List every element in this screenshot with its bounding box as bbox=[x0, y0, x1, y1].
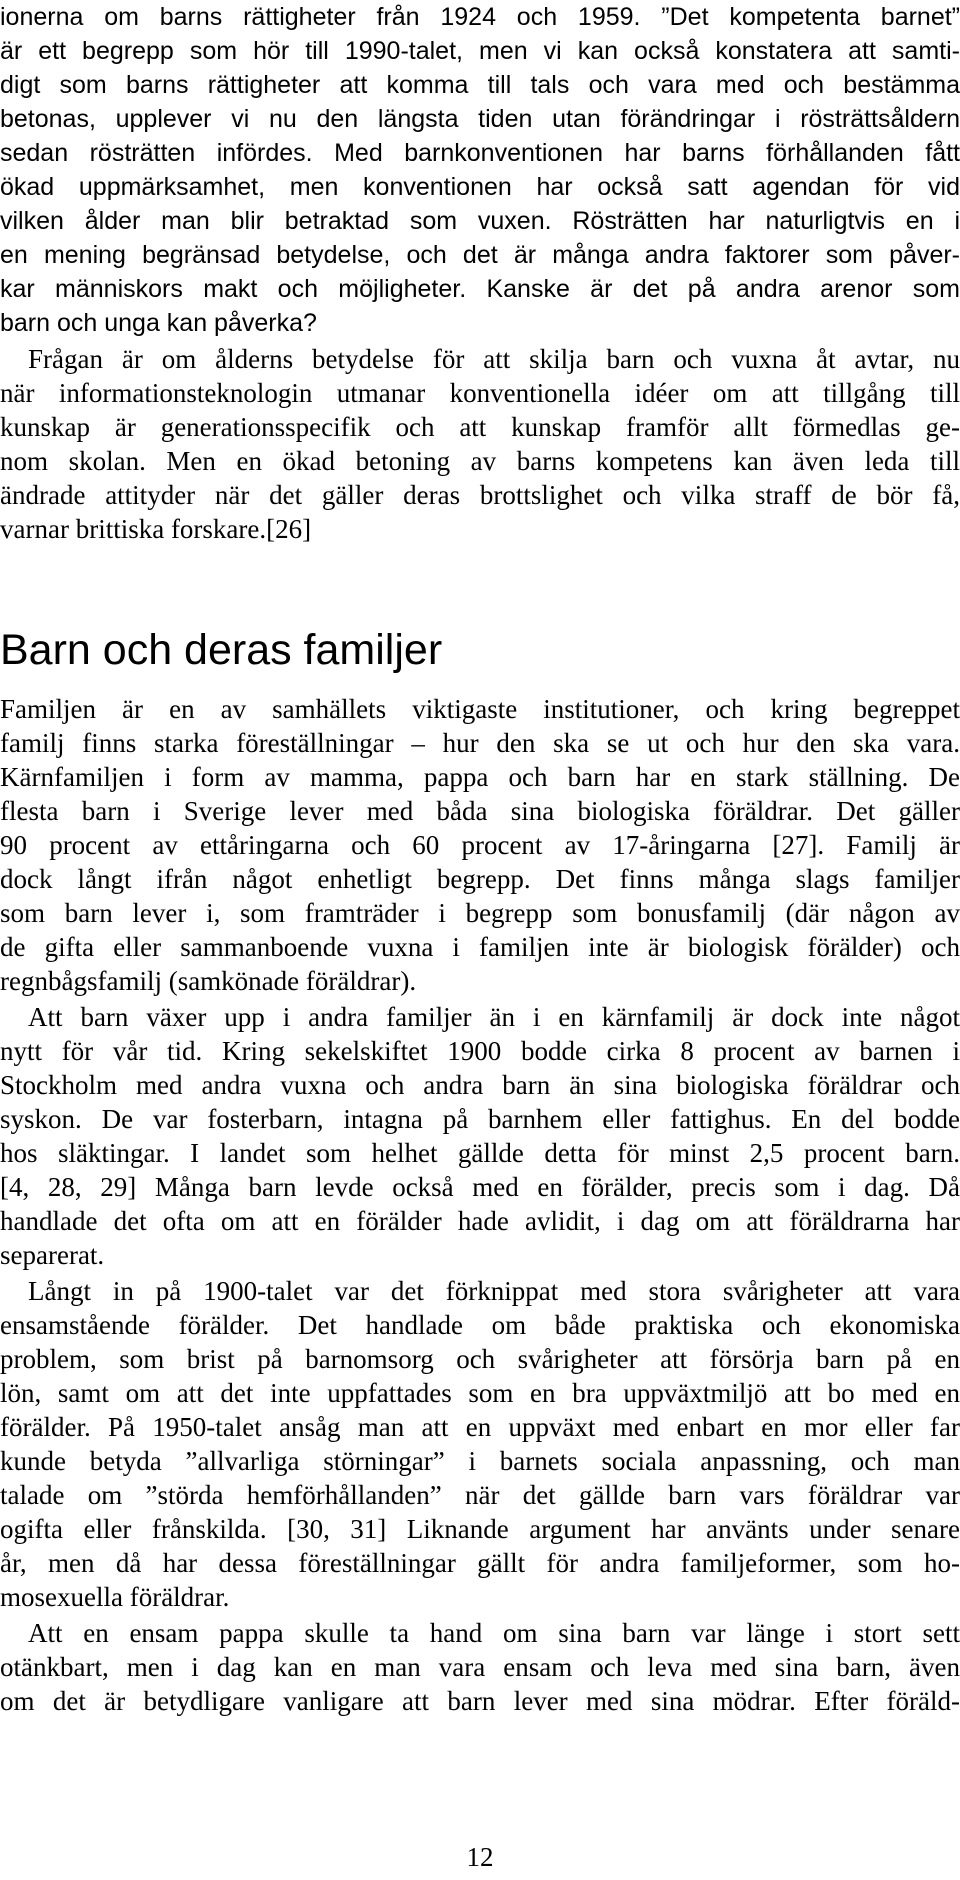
text-line: ogifta eller frånskilda. [30, 31] Liknande argument har använts under senare bbox=[0, 1514, 960, 1544]
text-line: om det är betydligare vanligare att barn lever med sina mödrar. Efter föräld- bbox=[0, 1686, 960, 1716]
text-line: sedan rösträtten infördes. Med barnkonventionen har barns förhållanden fått bbox=[0, 139, 960, 167]
text-line: Långt in på 1900-talet var det förknippat med stora svårigheter att vara bbox=[28, 1276, 960, 1306]
text-line: syskon. De var fosterbarn, intagna på barnhem eller fattighus. En del bodde bbox=[0, 1104, 960, 1134]
text-line: ionerna om barns rättigheter från 1924 och 1959. ”Det kompetenta barnet” bbox=[0, 3, 960, 31]
text-line: regnbågsfamilj (samkönade föräldrar). bbox=[0, 966, 417, 996]
text-line: Kärnfamiljen i form av mamma, pappa och barn har en stark ställning. De bbox=[0, 762, 960, 792]
text-line: Frågan är om ålderns betydelse för att skilja barn och vuxna åt avtar, nu bbox=[28, 344, 960, 374]
text-line: betonas, upplever vi nu den längsta tiden utan förändringar i rösträttsåldern bbox=[0, 105, 960, 133]
text-line: som barn lever i, som framträder i begrepp som bonusfamilj (där någon av bbox=[0, 898, 960, 928]
text-line: dock långt ifrån något enhetligt begrepp. Det finns många slags familjer bbox=[0, 864, 960, 894]
page-number: 12 bbox=[466, 1842, 494, 1872]
text-line: [4, 28, 29] Många barn levde också med en förälder, precis som i dag. Då bbox=[0, 1172, 960, 1202]
text-line: en mening begränsad betydelse, och det är många andra faktorer som påver- bbox=[0, 241, 960, 269]
text-line: Stockholm med andra vuxna och andra barn än sina biologiska föräldrar och bbox=[0, 1070, 960, 1100]
text-line: 90 procent av ettåringarna och 60 procent av 17-åringarna [27]. Familj är bbox=[0, 830, 960, 860]
text-line: lön, samt om att det inte uppfattades som en bra uppväxtmiljö att bo med en bbox=[0, 1378, 960, 1408]
text-line: ändrade attityder när det gäller deras brottslighet och vilka straff de bör få, bbox=[0, 480, 960, 510]
text-line: kar människors makt och möjligheter. Kanske är det på andra arenor som bbox=[0, 275, 960, 303]
text-line: digt som barns rättigheter att komma till tals och vara med och bestämma bbox=[0, 71, 960, 99]
text-line: Att en ensam pappa skulle ta hand om sina barn var länge i stort sett bbox=[28, 1618, 960, 1648]
text-line: nytt för vår tid. Kring sekelskiftet 1900 bodde cirka 8 procent av barnen i bbox=[0, 1036, 960, 1066]
text-line: ökad uppmärksamhet, men konventionen har också satt agendan för vid bbox=[0, 173, 960, 201]
text-line: förälder. På 1950-talet ansåg man att en uppväxt med enbart en mor eller far bbox=[0, 1412, 960, 1442]
text-line: vilken ålder man blir betraktad som vuxen. Rösträtten har naturligtvis en i bbox=[0, 207, 960, 235]
text-line: hos släktingar. I landet som helhet gällde detta för minst 2,5 procent barn. bbox=[0, 1138, 960, 1168]
text-line: separerat. bbox=[0, 1240, 105, 1270]
text-line: flesta barn i Sverige lever med båda sina biologiska föräldrar. Det gäller bbox=[0, 796, 960, 826]
text-line: talade om ”störda hemförhållanden” när det gällde barn vars föräldrar var bbox=[0, 1480, 960, 1510]
text-line: ensamstående förälder. Det handlade om både praktiska och ekonomiska bbox=[0, 1310, 960, 1340]
text-line: Att barn växer upp i andra familjer än i en kärnfamilj är dock inte något bbox=[28, 1002, 960, 1032]
text-line: år, men då har dessa föreställningar gällt för andra familjeformer, som ho- bbox=[0, 1548, 960, 1578]
text-line: när informationsteknologin utmanar konventionella idéer om att tillgång till bbox=[0, 378, 960, 408]
text-line: barn och unga kan påverka? bbox=[0, 309, 317, 337]
text-line: kunskap är generationsspecifik och att kunskap framför allt förmedlas ge- bbox=[0, 412, 960, 442]
text-line: handlade det ofta om att en förälder hade avlidit, i dag om att föräldrarna har bbox=[0, 1206, 960, 1236]
text-line: problem, som brist på barnomsorg och svårigheter att försörja barn på en bbox=[0, 1344, 960, 1374]
text-line: kunde betyda ”allvarliga störningar” i barnets sociala anpassning, och man bbox=[0, 1446, 960, 1476]
text-line: familj finns starka föreställningar – hur den ska se ut och hur den ska vara. bbox=[0, 728, 960, 758]
section-heading: Barn och deras familjer bbox=[0, 626, 443, 674]
text-line: nom skolan. Men en ökad betoning av barns kompetens kan även leda till bbox=[0, 446, 960, 476]
text-line: Familjen är en av samhällets viktigaste institutioner, och kring begreppet bbox=[0, 694, 960, 724]
text-line: är ett begrepp som hör till 1990-talet, men vi kan också konstatera att samti- bbox=[0, 37, 960, 65]
text-line: de gifta eller sammanboende vuxna i familjen inte är biologisk förälder) och bbox=[0, 932, 960, 962]
text-line: otänkbart, men i dag kan en man vara ensam och leva med sina barn, även bbox=[0, 1652, 960, 1682]
text-line: mosexuella föräldrar. bbox=[0, 1582, 230, 1612]
text-line: varnar brittiska forskare.[26] bbox=[0, 514, 312, 544]
